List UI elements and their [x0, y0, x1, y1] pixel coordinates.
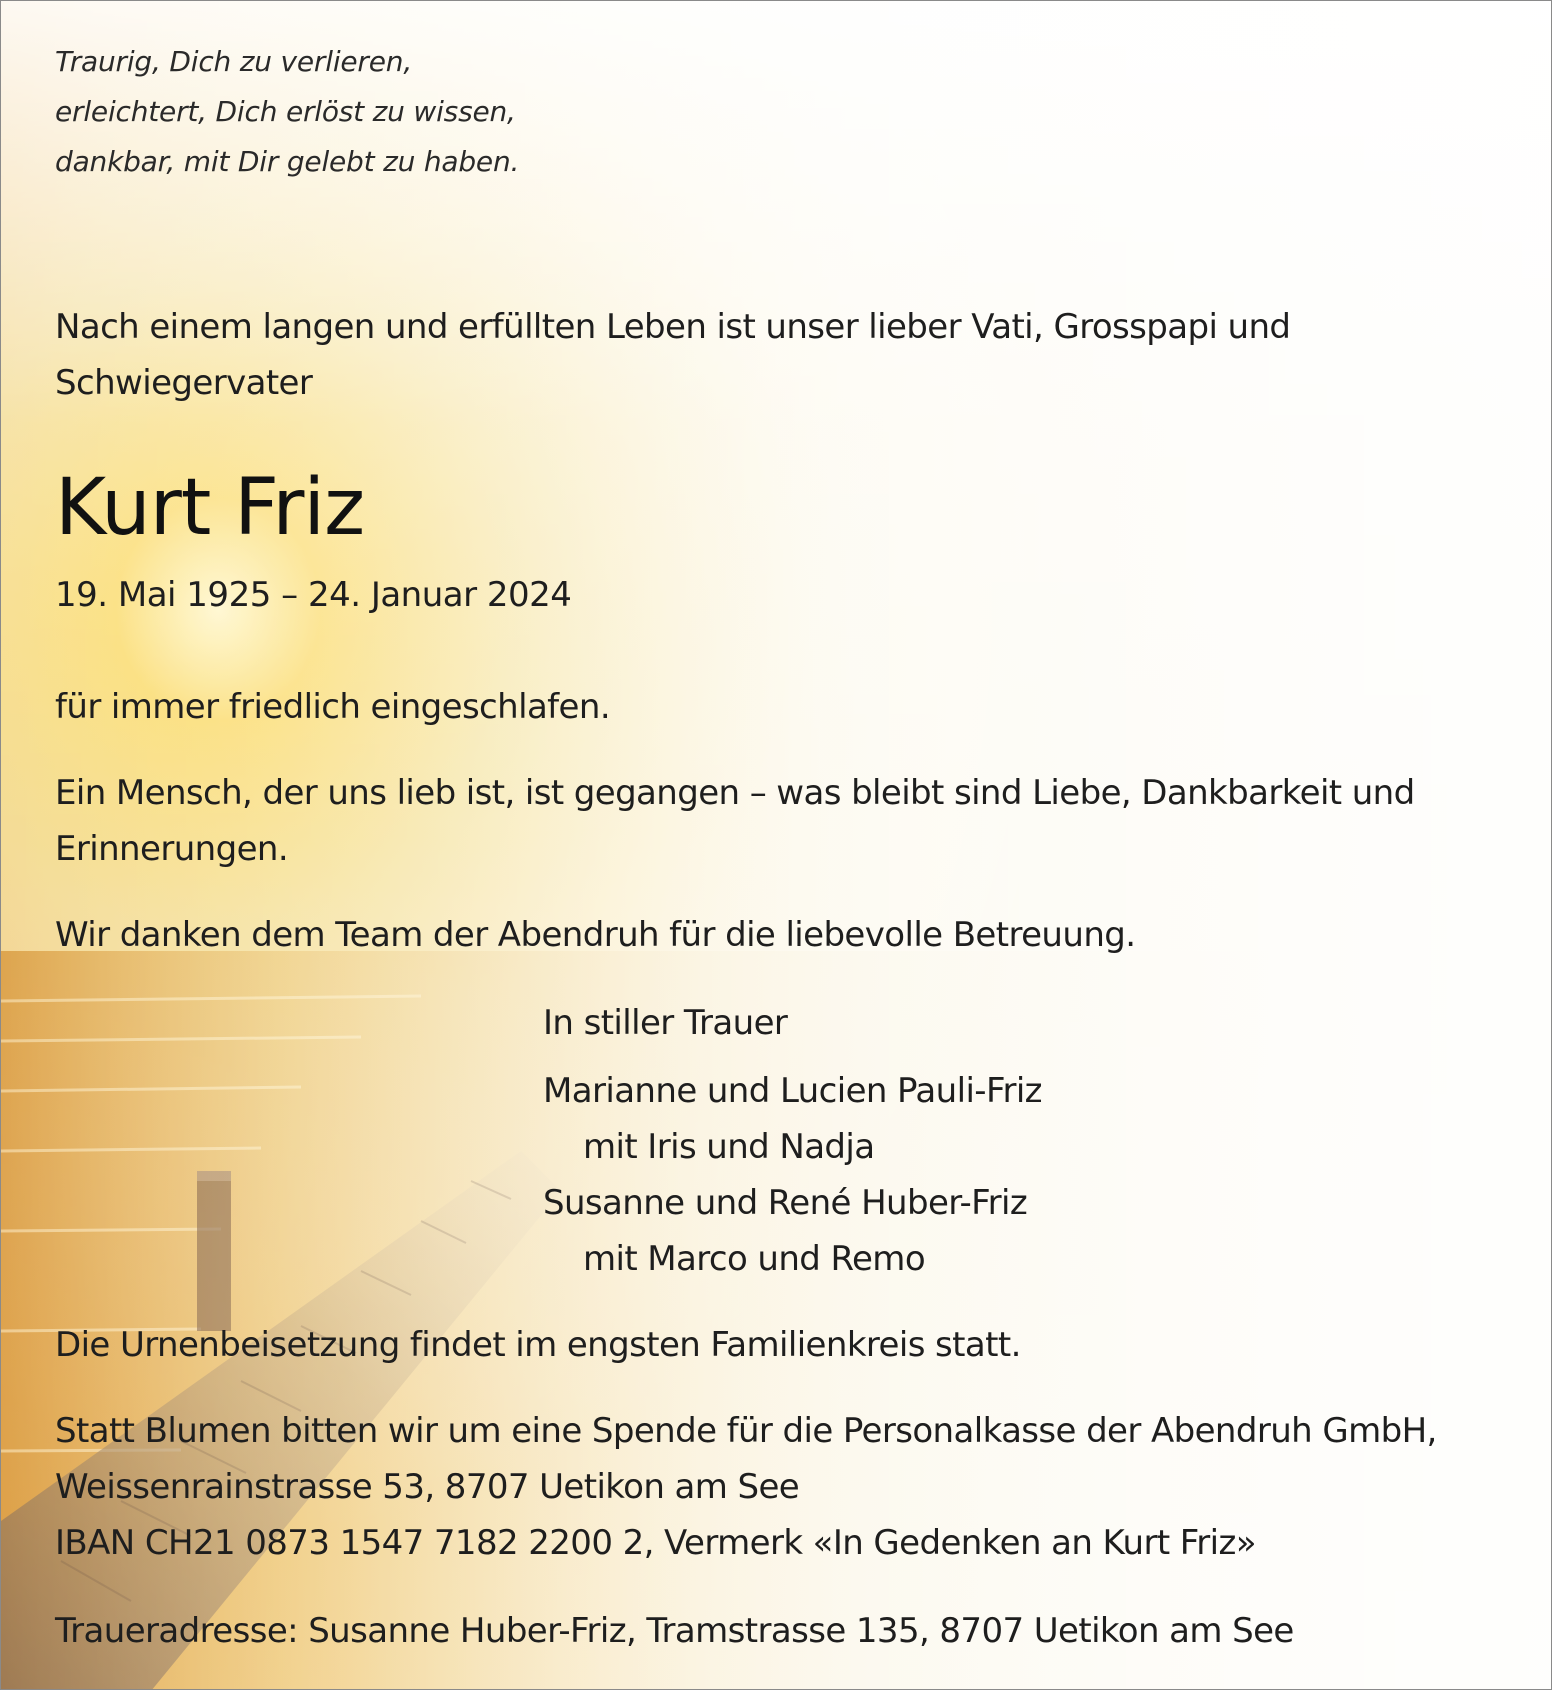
family-2-children: mit Marco und Remo: [583, 1239, 926, 1279]
family-1-parents: Marianne und Lucien Pauli-Friz: [543, 1071, 1042, 1111]
funeral-notice: Die Urnenbeisetzung findet im engsten Familienkreis statt.: [55, 1325, 1021, 1365]
donation-iban: IBAN CH21 0873 1547 7182 2200 2, Vermerk «In Gedenken an Kurt Friz»: [55, 1523, 1256, 1563]
life-dates: 19. Mai 1925 – 24. Januar 2024: [55, 575, 572, 615]
intro-line-1: Nach einem langen und erfüllten Leben ist unser lieber Vati, Grosspapi und: [55, 307, 1291, 347]
donation-line-2: Weissenrainstrasse 53, 8707 Uetikon am See: [55, 1467, 800, 1507]
deceased-name: Kurt Friz: [55, 463, 365, 553]
motto-line-2: erleichtert, Dich erlöst zu wissen,: [55, 95, 516, 128]
thanks-text: Wir danken dem Team der Abendruh für die liebevolle Betreuung.: [55, 915, 1136, 955]
family-1-children: mit Iris und Nadja: [583, 1127, 875, 1167]
intro-line-2: Schwiegervater: [55, 363, 313, 403]
donation-line-1: Statt Blumen bitten wir um eine Spende für die Personalkasse der Abendruh GmbH,: [55, 1411, 1437, 1451]
quote-line-2: Erinnerungen.: [55, 829, 289, 869]
family-2-parents: Susanne und René Huber-Friz: [543, 1183, 1028, 1223]
mourning-address: Traueradresse: Susanne Huber-Friz, Tramstrasse 135, 8707 Uetikon am See: [55, 1611, 1294, 1651]
mourners-heading: In stiller Trauer: [543, 1003, 788, 1043]
asleep-text: für immer friedlich eingeschlafen.: [55, 687, 611, 727]
motto-line-1: Traurig, Dich zu verlieren,: [55, 45, 413, 78]
quote-line-1: Ein Mensch, der uns lieb ist, ist gegangen – was bleibt sind Liebe, Dankbarkeit und: [55, 773, 1415, 813]
motto-line-3: dankbar, mit Dir gelebt zu haben.: [55, 145, 520, 178]
